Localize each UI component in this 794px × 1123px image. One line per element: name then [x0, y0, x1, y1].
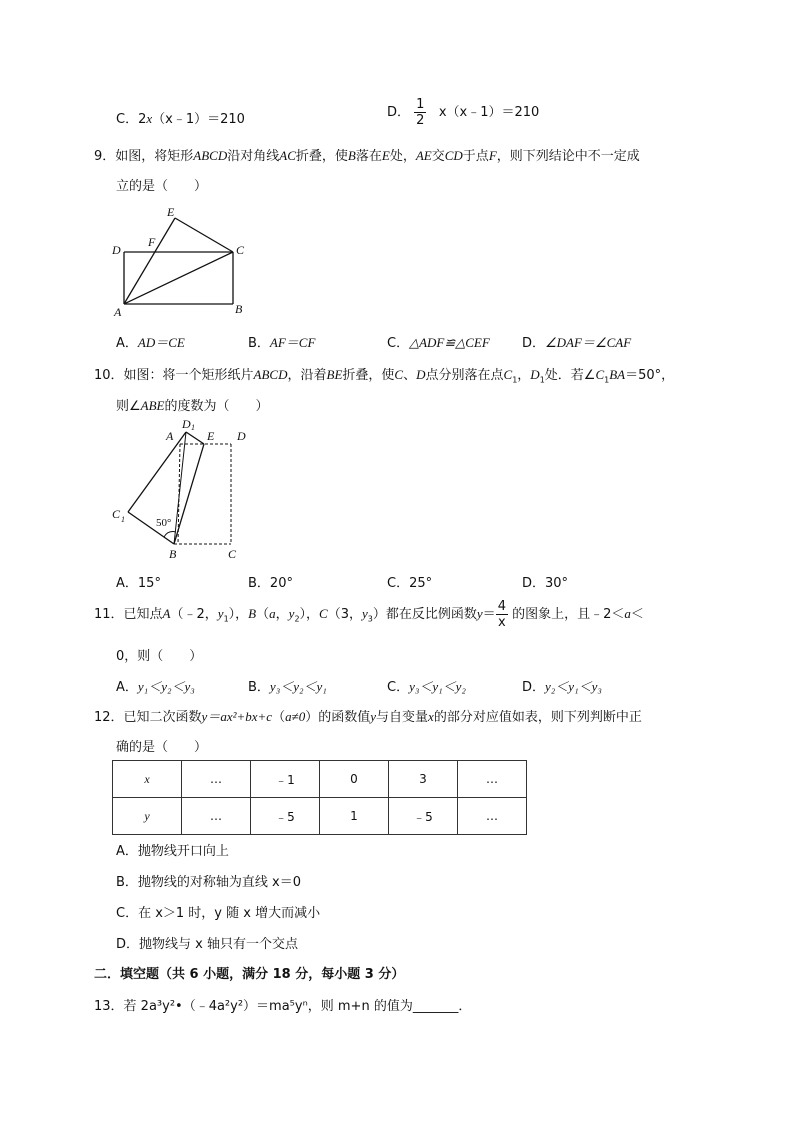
q10-option-c: C．25° [387, 576, 433, 591]
q10-stem-line2: 则∠ABE的度数为（ ） [116, 398, 269, 414]
label-E: E [167, 205, 175, 219]
label-C1-sub: 1 [121, 515, 125, 524]
q11-stem-line2: 0，则（ ） [116, 649, 203, 664]
q11-option-b: B．y₃＜y₂＜y₁ [248, 679, 327, 695]
table-cell: … [458, 761, 527, 798]
q10-option-a: A．15° [116, 576, 161, 591]
q10-option-d: D．30° [522, 576, 569, 591]
label-A: A [114, 305, 122, 319]
q8-option-c: C．2x（x﹣1）＝210 [116, 111, 245, 127]
label-D1-sub: 1 [191, 423, 195, 432]
table-cell: … [182, 761, 251, 798]
label-B: B [169, 547, 177, 561]
label-E: E [207, 429, 215, 443]
q9-stem-line2: 立的是（ ） [116, 179, 208, 194]
table-cell: … [182, 798, 251, 835]
q9-option-c: C．△ADF≌△CEF [387, 335, 490, 351]
q12-option-a: A．抛物线开口向上 [116, 844, 229, 859]
table-cell: 0 [320, 761, 389, 798]
q9-option-b: B．AF＝CF [248, 335, 316, 351]
q9-option-a: A．AD＝CE [116, 335, 185, 351]
q12-option-d: D．抛物线与 x 轴只有一个交点 [116, 937, 298, 952]
angle-label: 50° [156, 517, 172, 529]
q10-stem-line1: 10．如图：将一个矩形纸片ABCD，沿着BE折叠，使C、D点分别落在点$C_1$，$D_1$处．若$\angle C_1BA=50^\circ$， [94, 367, 675, 385]
label-C1: C [112, 507, 121, 521]
q12-value-table [112, 760, 527, 835]
q13-stem: 13．若 2a³y²•（﹣4a²y²）＝ma⁵yⁿ，则 m+n 的值为_______． [94, 999, 472, 1014]
q12-option-c: C．在 x＞1 时，y 随 x 增大而减小 [116, 906, 321, 921]
table-row [113, 798, 527, 835]
table-row [113, 761, 527, 798]
label-B: B [235, 302, 243, 316]
table-cell: 1 [320, 798, 389, 835]
q10-figure-rectangle-fold [108, 416, 268, 566]
table-cell: ﹣5 [389, 798, 458, 835]
q8-option-d: D． $\frac{1}{2}$ x（x﹣1）＝210 [387, 97, 540, 128]
label-A: A [166, 429, 174, 443]
label-D: D [237, 429, 246, 443]
table-cell: ﹣5 [251, 798, 320, 835]
fraction-4-over-x: $\frac{4}{x}$ [497, 599, 506, 630]
label-D1: D [182, 417, 191, 431]
label-C: C [236, 243, 245, 257]
q11-stem-line1: 11．已知点A（﹣2，$y_1$），B（a，$y_2$），C（3，$y_3$）都在反比例函数y＝ $\frac{4}{x}$ 的图象上，且﹣2＜a＜ [94, 599, 644, 630]
section-heading-fill-in: 二．填空题（共 6 小题，满分 18 分，每小题 3 分） [94, 967, 405, 982]
label-D: D [112, 243, 121, 257]
q10-option-b: B．20° [248, 576, 293, 591]
q12-option-b: B．抛物线的对称轴为直线 x＝0 [116, 875, 302, 890]
label-F: F [148, 235, 156, 249]
label-C: C [228, 547, 237, 561]
table-cell: x [113, 761, 182, 798]
q9-option-d: D．∠DAF＝∠CAF [522, 335, 632, 351]
q12-stem-line2: 确的是（ ） [116, 740, 208, 755]
q9-figure-rectangle-fold [108, 200, 268, 320]
table-cell: … [458, 798, 527, 835]
q11-option-a: A．y₁＜y₂＜y₃ [116, 679, 195, 695]
table-cell: y [113, 798, 182, 835]
table-cell: ﹣1 [251, 761, 320, 798]
q11-option-c: C．y₃＜y₁＜y₂ [387, 679, 466, 695]
q11-option-d: D．y₂＜y₁＜y₃ [522, 679, 602, 695]
q9-stem-line1: 9．如图，将矩形ABCD沿对角线AC折叠，使B落在E处，AE交CD于点F，则下列结论中不一定成 [94, 148, 640, 164]
q12-stem-line1: 12．已知二次函数y＝ax²+bx+c（a≠0）的函数值y与自变量x的部分对应值如表，则下列判断中正 [94, 709, 642, 725]
fraction-half: $\frac{1}{2}$ [416, 97, 425, 128]
table-cell: 3 [389, 761, 458, 798]
